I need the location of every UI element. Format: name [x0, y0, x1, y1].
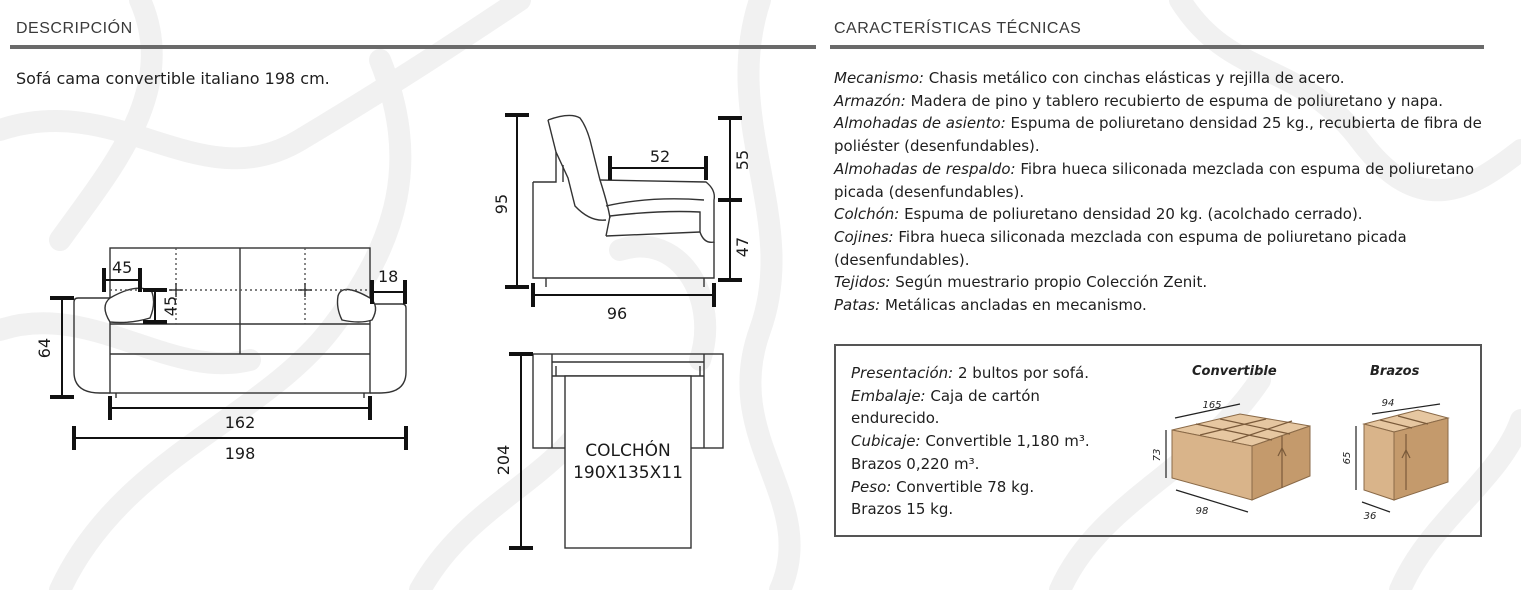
mattress-title: COLCHÓN — [585, 441, 671, 461]
dim-cushion-height: 45 — [161, 295, 180, 317]
box-brazos-height: 65 — [1342, 451, 1353, 465]
spec-almohadas-asiento: Almohadas de asiento: Espuma de poliuretano densidad 25 kg., recubierta de fibra de poliéster (desenfundables). — [834, 114, 1482, 156]
box-label-brazos: Brazos — [1370, 364, 1420, 379]
dim-front-height: 64 — [35, 337, 54, 359]
dim-inner-width: 162 — [224, 413, 256, 432]
technical-specs — [834, 67, 1484, 317]
box-convertible-width: 165 — [1202, 400, 1222, 411]
spec-tejidos: Tejidos: Según muestrario propio Colección Zenit. — [834, 273, 1208, 292]
spec-colchon: Colchón: Espuma de poliuretano densidad 20 kg. (acolchado cerrado). — [834, 205, 1363, 224]
rule-descripcion — [10, 45, 816, 49]
dim-seat-height: 47 — [733, 236, 752, 258]
box-label-convertible: Convertible — [1192, 364, 1277, 379]
dim-total-height: 95 — [492, 193, 511, 215]
dim-bed-length: 204 — [494, 444, 513, 476]
dim-arm-width: 18 — [378, 267, 399, 286]
spec-mecanismo: Mecanismo: Chasis metálico con cinchas elásticas y rejilla de acero. — [834, 69, 1345, 87]
product-description: Sofá cama convertible italiano 198 cm. — [16, 69, 330, 88]
box-convertible-depth: 98 — [1195, 506, 1209, 517]
heading-descripcion: DESCRIPCIÓN — [16, 20, 133, 37]
packaging-panel — [834, 344, 1482, 537]
sofa-side-view — [533, 115, 714, 287]
spec-armazon: Armazón: Madera de pino y tablero recubierto de espuma de poliuretano y napa. — [834, 91, 1444, 110]
spec-patas: Patas: Metálicas ancladas en mecanismo. — [834, 296, 1147, 315]
box-brazos-width: 94 — [1381, 398, 1395, 409]
pack-embalaje: Embalaje: Caja de cartón endurecido. — [851, 386, 1040, 428]
pack-peso: Peso: Convertible 78 kg. Brazos 15 kg. — [851, 477, 1035, 519]
spec-cojines: Cojines: Fibra hueca siliconada mezclada con espuma de poliuretano picada (desenfundables). — [834, 227, 1407, 269]
rule-caracteristicas — [830, 45, 1484, 49]
dim-seat-depth: 52 — [649, 147, 671, 166]
mattress-size: 190X135X11 — [573, 463, 683, 483]
box-brazos-depth: 36 — [1363, 511, 1377, 522]
side-dimension-lines — [517, 115, 730, 295]
packaging-text — [851, 362, 1126, 521]
pack-presentacion: Presentación: 2 bultos por sofá. — [851, 364, 1090, 382]
dim-side-depth: 96 — [606, 304, 628, 323]
heading-caracteristicas: CARACTERÍSTICAS TÉCNICAS — [834, 20, 1082, 37]
dim-total-width: 198 — [224, 444, 256, 463]
dim-back-height: 55 — [733, 149, 752, 171]
spec-almohadas-respaldo: Almohadas de respaldo: Fibra hueca siliconada mezclada con espuma de poliuretano picada (desenfundables). — [834, 159, 1475, 201]
pack-cubicaje: Cubicaje: Convertible 1,180 m³. Brazos 0,220 m³. — [851, 432, 1090, 473]
dim-cushion-width: 45 — [112, 258, 133, 277]
box-convertible-height: 73 — [1152, 448, 1163, 462]
